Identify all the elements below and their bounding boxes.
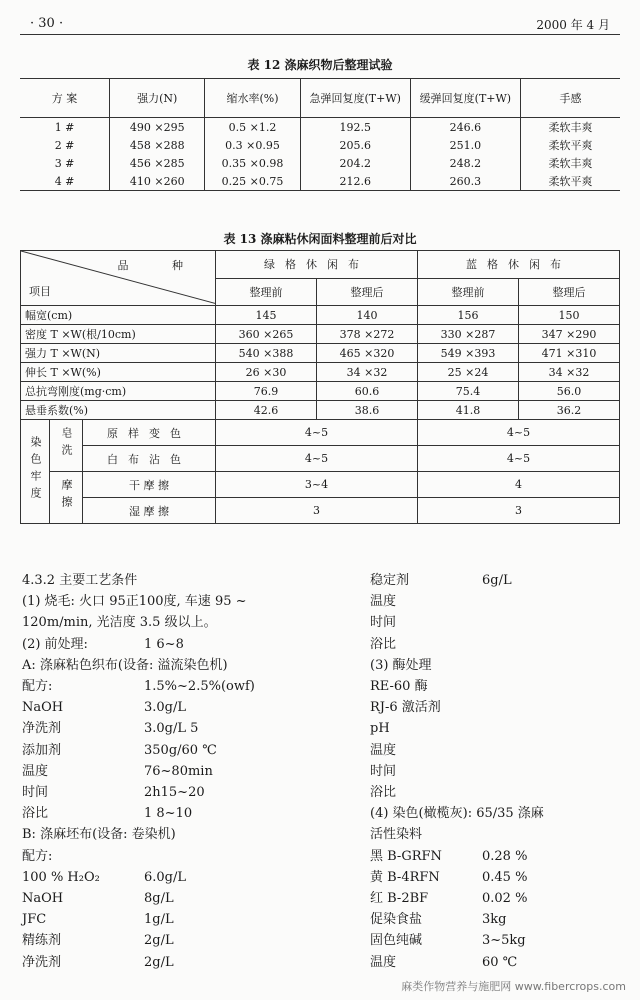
table-cell: 347 ×290 <box>519 325 620 344</box>
table-row <box>21 363 620 382</box>
fastness-row <box>21 498 620 524</box>
table-cell: 248.2 <box>410 154 520 172</box>
fastness-value: 4~5 <box>216 446 418 472</box>
text-line: 促染食盐 3kg <box>370 912 507 928</box>
header-rule <box>20 34 620 35</box>
table-cell: 246.6 <box>410 118 520 137</box>
sub-header: 整理前 <box>216 278 317 306</box>
table-cell: 456 ×285 <box>110 154 205 172</box>
fastness-value: 4~5 <box>418 446 620 472</box>
sub-header: 整理前 <box>418 278 519 306</box>
text-line: 添加剂 350g/60 ℃ <box>22 742 217 758</box>
table-cell: 251.0 <box>410 136 520 154</box>
fastness-value: 4~5 <box>418 420 620 446</box>
text-line: 温度 <box>370 742 397 758</box>
row-label: 伸长 T ×W(%) <box>21 363 216 382</box>
table-cell: 360 ×265 <box>216 325 317 344</box>
text-line: (1) 烧毛: 火口 95正100度, 车速 95 ~ <box>22 594 247 610</box>
table-cell: 柔软平爽 <box>520 136 620 154</box>
row-label: 密度 T ×W(根/10cm) <box>21 325 216 344</box>
text-line: RE-60 酶 <box>370 679 428 695</box>
text-line: 时间 2h15~20 <box>22 785 205 801</box>
text-line: NaOH 8g/L <box>22 891 174 907</box>
text-line: 配方: 1.5%~2.5%(owf) <box>22 679 255 695</box>
table-cell: 330 ×287 <box>418 325 519 344</box>
table12-header: 急弹回复度(T+W) <box>300 79 410 118</box>
table-cell: 465 ×320 <box>317 344 418 363</box>
watermark: 麻类作物营养与施肥网 www.fibercrops.com <box>401 980 626 993</box>
table-cell: 柔软丰爽 <box>520 118 620 137</box>
fastness-sub-label: 皂洗 <box>50 420 83 472</box>
table-cell: 25 ×24 <box>418 363 519 382</box>
sub-header: 整理后 <box>317 278 418 306</box>
fastness-label: 白布沾色 <box>83 446 216 472</box>
table-row <box>21 306 620 325</box>
table-cell: 75.4 <box>418 382 519 401</box>
table-cell: 410 ×260 <box>110 172 205 191</box>
table-cell: 204.2 <box>300 154 410 172</box>
table-cell: 4 # <box>20 172 110 191</box>
table-row <box>20 172 620 191</box>
fastness-group-label: 染色牢度 <box>21 420 50 524</box>
corner-top-label: 品 种 <box>117 259 203 272</box>
table13-group-row <box>21 251 620 279</box>
fastness-row <box>21 446 620 472</box>
text-line: JFC 1g/L <box>22 912 174 928</box>
table-cell: 0.5 ×1.2 <box>205 118 300 137</box>
table13-caption: 表 13 涤麻粘休闲面料整理前后对比 <box>223 232 417 246</box>
table12-header: 手感 <box>520 79 620 118</box>
fastness-value: 3 <box>418 498 620 524</box>
row-label: 幅宽(cm) <box>21 306 216 325</box>
text-line: 稳定剂 6g/L <box>370 573 512 588</box>
text-line: RJ-6 激活剂 <box>370 700 441 716</box>
table-cell: 212.6 <box>300 172 410 191</box>
text-line: 活性染料 <box>370 827 423 843</box>
table-cell: 3 # <box>54 156 75 170</box>
table-cell: 60.6 <box>317 382 418 401</box>
fastness-value: 4~5 <box>216 420 418 446</box>
table-cell: 192.5 <box>300 118 410 137</box>
fastness-row <box>21 420 620 446</box>
table-cell: 150 <box>519 306 620 325</box>
table-cell: 34 ×32 <box>317 363 418 382</box>
text-line: 净洗剂 2g/L <box>22 954 174 970</box>
table12-caption: 表 12 涤麻织物后整理试验 <box>247 58 393 72</box>
text-line: 时间 <box>370 615 397 631</box>
fastness-label: 湿 摩 擦 <box>83 498 216 524</box>
text-line: 浴比 <box>370 636 397 652</box>
text-line: 温度 76~80min <box>22 763 213 779</box>
table-cell: 145 <box>216 306 317 325</box>
fastness-value: 3~4 <box>216 472 418 498</box>
text-line: NaOH 3.0g/L <box>22 700 187 716</box>
table-cell: 490 ×295 <box>110 118 205 137</box>
table13-corner-cell <box>21 251 216 306</box>
fastness-sub-label: 摩擦 <box>50 472 83 524</box>
group-header: 蓝格休闲布 <box>418 251 620 279</box>
text-line: 净洗剂 3.0g/L 5 <box>22 721 199 737</box>
fastness-value: 4 <box>418 472 620 498</box>
group-header: 绿格休闲布 <box>216 251 418 279</box>
table-cell: 柔软丰爽 <box>520 154 620 172</box>
text-line: 固色纯碱 3~5kg <box>370 933 526 949</box>
table-cell: 2 # <box>54 138 75 152</box>
table-cell: 42.6 <box>216 401 317 420</box>
fastness-row <box>21 472 620 498</box>
table-cell: 471 ×310 <box>519 344 620 363</box>
table12 <box>20 78 620 191</box>
table12-header-row <box>20 79 620 118</box>
text-line: pH <box>370 721 390 737</box>
table-cell: 1 # <box>54 120 75 134</box>
table-cell: 26 ×30 <box>216 363 317 382</box>
text-line: 120m/min, 光洁度 3.5 级以上。 <box>22 615 217 631</box>
text-line: (3) 酶处理 <box>370 657 432 673</box>
table-cell: 140 <box>317 306 418 325</box>
text-line: 4.3.2 主要工艺条件 <box>22 573 138 588</box>
table12-header: 方 案 <box>20 79 110 118</box>
row-label: 强力 T ×W(N) <box>21 344 216 363</box>
fastness-value: 3 <box>216 498 418 524</box>
table-row <box>20 136 620 154</box>
sub-header: 整理后 <box>519 278 620 306</box>
text-line: 配方: <box>22 848 53 864</box>
table-cell: 56.0 <box>519 382 620 401</box>
text-line: 温度 <box>370 594 397 610</box>
table-cell: 34 ×32 <box>519 363 620 382</box>
table-cell: 540 ×388 <box>216 344 317 363</box>
table-cell: 0.3 ×0.95 <box>205 136 300 154</box>
table-row <box>20 154 620 172</box>
text-line: (2) 前处理: 1 6~8 <box>22 636 184 652</box>
row-label: 总抗弯刚度(mg·cm) <box>21 382 216 401</box>
text-line: 温度 60 ℃ <box>370 954 518 970</box>
right-text-column <box>370 570 630 973</box>
fastness-label: 干 摩 擦 <box>83 472 216 498</box>
text-line: 浴比 <box>370 785 397 801</box>
text-line: A: 涤麻粘色织布(设备: 溢流染色机) <box>22 657 228 673</box>
page-number: · 30 · <box>30 16 64 31</box>
text-line: 精练剂 2g/L <box>22 933 174 949</box>
text-line: (4) 染色(橄榄灰): 65/35 涤麻 <box>370 806 544 822</box>
table-cell: 378 ×272 <box>317 325 418 344</box>
row-label: 悬垂系数(%) <box>21 401 216 420</box>
text-line: 100 % H₂O₂ 6.0g/L <box>22 869 187 885</box>
table12-header: 缩水率(%) <box>205 79 300 118</box>
table-cell: 38.6 <box>317 401 418 420</box>
table12-header: 缓弹回复度(T+W) <box>410 79 520 118</box>
text-line: 浴比 1 8~10 <box>22 806 193 822</box>
issue-date: 2000 年 4 月 <box>536 18 610 32</box>
text-line: B: 涤麻坯布(设备: 卷染机) <box>22 827 176 843</box>
table-cell: 156 <box>418 306 519 325</box>
table12-header: 强力(N) <box>110 79 205 118</box>
table-cell: 0.25 ×0.75 <box>205 172 300 191</box>
table-row <box>21 325 620 344</box>
table13 <box>20 250 620 524</box>
left-text-column <box>22 570 352 973</box>
table-cell: 260.3 <box>410 172 520 191</box>
table-cell: 0.35 ×0.98 <box>205 154 300 172</box>
text-line: 黑 B-GRFN 0.28 % <box>370 848 528 864</box>
table-row <box>21 344 620 363</box>
corner-bottom-label: 项目 <box>29 285 51 298</box>
fastness-label: 原样变色 <box>83 420 216 446</box>
table-row <box>21 382 620 401</box>
table-cell: 76.9 <box>216 382 317 401</box>
text-line: 时间 <box>370 763 397 779</box>
table-cell: 41.8 <box>418 401 519 420</box>
table-cell: 549 ×393 <box>418 344 519 363</box>
table-row <box>20 118 620 137</box>
text-line: 红 B-2BF 0.02 % <box>370 891 528 907</box>
table-row <box>21 401 620 420</box>
table-cell: 柔软平爽 <box>520 172 620 191</box>
table-cell: 36.2 <box>519 401 620 420</box>
text-line: 黄 B-4RFN 0.45 % <box>370 869 528 885</box>
table-cell: 458 ×288 <box>110 136 205 154</box>
table-cell: 205.6 <box>300 136 410 154</box>
diagonal-header <box>21 251 215 305</box>
